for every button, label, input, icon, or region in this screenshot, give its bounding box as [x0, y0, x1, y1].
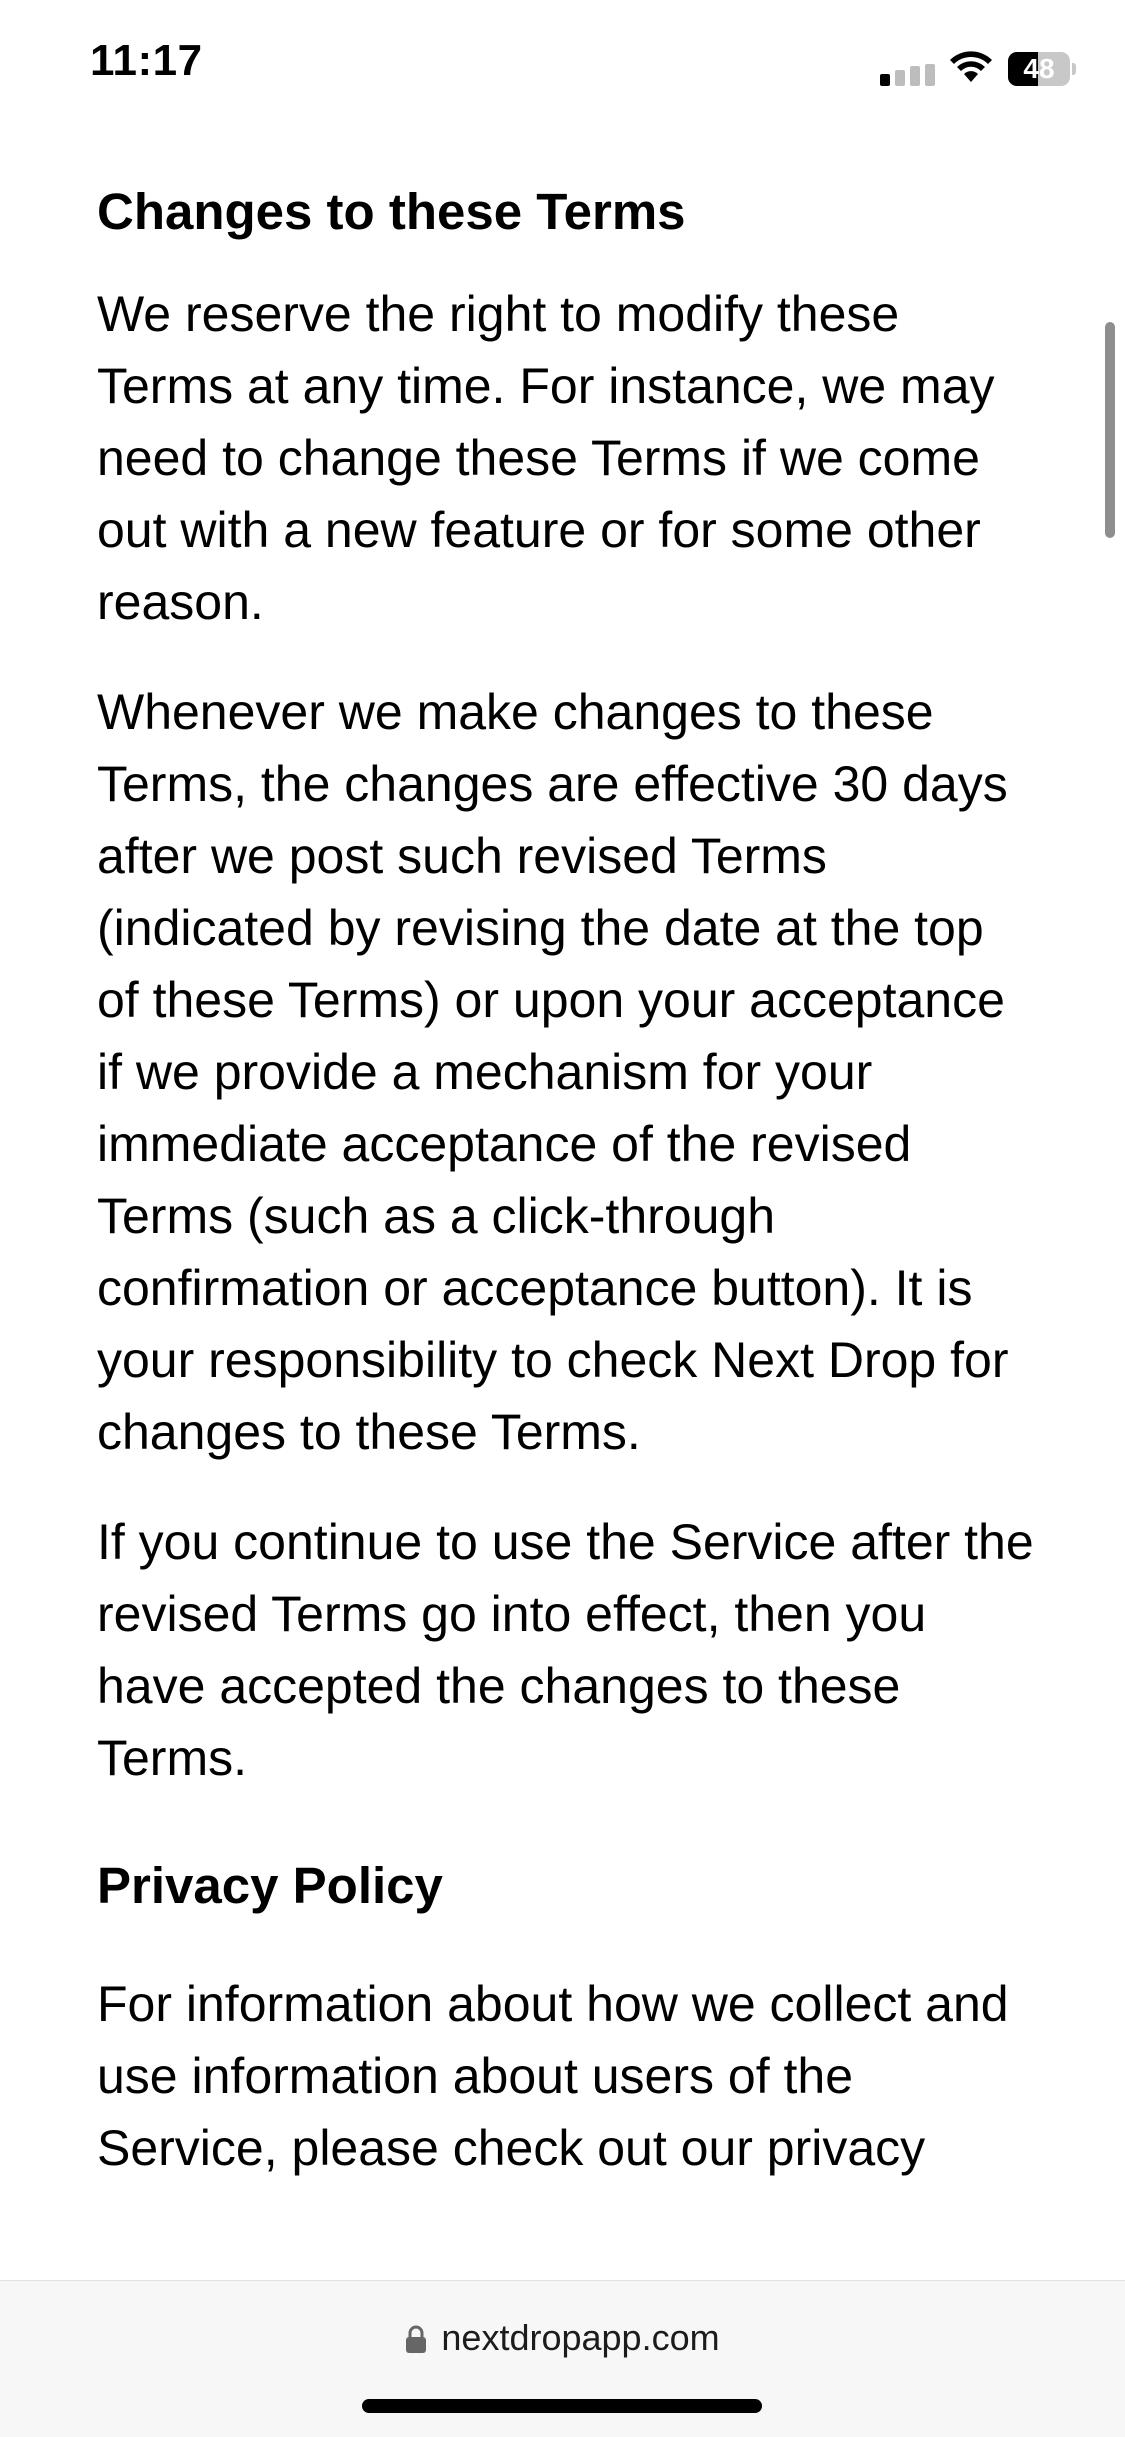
battery-body [1008, 52, 1070, 86]
url-bar[interactable] [0, 2317, 1125, 2359]
browser-bottom-bar [0, 2280, 1125, 2437]
cellular-signal-icon [880, 64, 936, 86]
scroll-indicator[interactable] [1105, 322, 1115, 538]
terms-content [97, 170, 1037, 2184]
url-text: nextdropapp.com [441, 2317, 720, 2358]
battery-level: 48 [1023, 53, 1055, 84]
heading-privacy-policy: Privacy Policy [97, 1857, 443, 1914]
lock-icon [405, 2325, 427, 2353]
paragraph-effective-changes: Whenever we make changes to these Terms, the changes are effective 30 days after we post such revised Terms (indicated by revising the date at the top of these Terms) or upon your acceptance if we provide a mechanism for your immediate acceptance of the revised Terms (such as a click-through confirmation or acceptance button). It is your responsibility to check Next Drop for changes to these Terms. [97, 684, 1009, 1460]
status-bar [0, 0, 1125, 140]
status-time: 11:17 [90, 36, 203, 85]
paragraph-reserve-right: We reserve the right to modify these Terms at any time. For instance, we may need to change these Terms if we come out with a new feature or for some other reason. [97, 286, 995, 630]
battery-icon [1008, 52, 1074, 86]
paragraph-privacy: For information about how we collect and use information about users of the Service, please check out our privacy [97, 1976, 1009, 2176]
paragraph-continue-use: If you continue to use the Service after the revised Terms go into effect, then you have accepted the changes to these Terms. [97, 1514, 1034, 1786]
home-indicator[interactable] [362, 2399, 762, 2413]
wifi-icon [948, 48, 994, 84]
heading-changes-to-terms: Changes to these Terms [97, 183, 686, 240]
battery-cap [1072, 63, 1076, 75]
